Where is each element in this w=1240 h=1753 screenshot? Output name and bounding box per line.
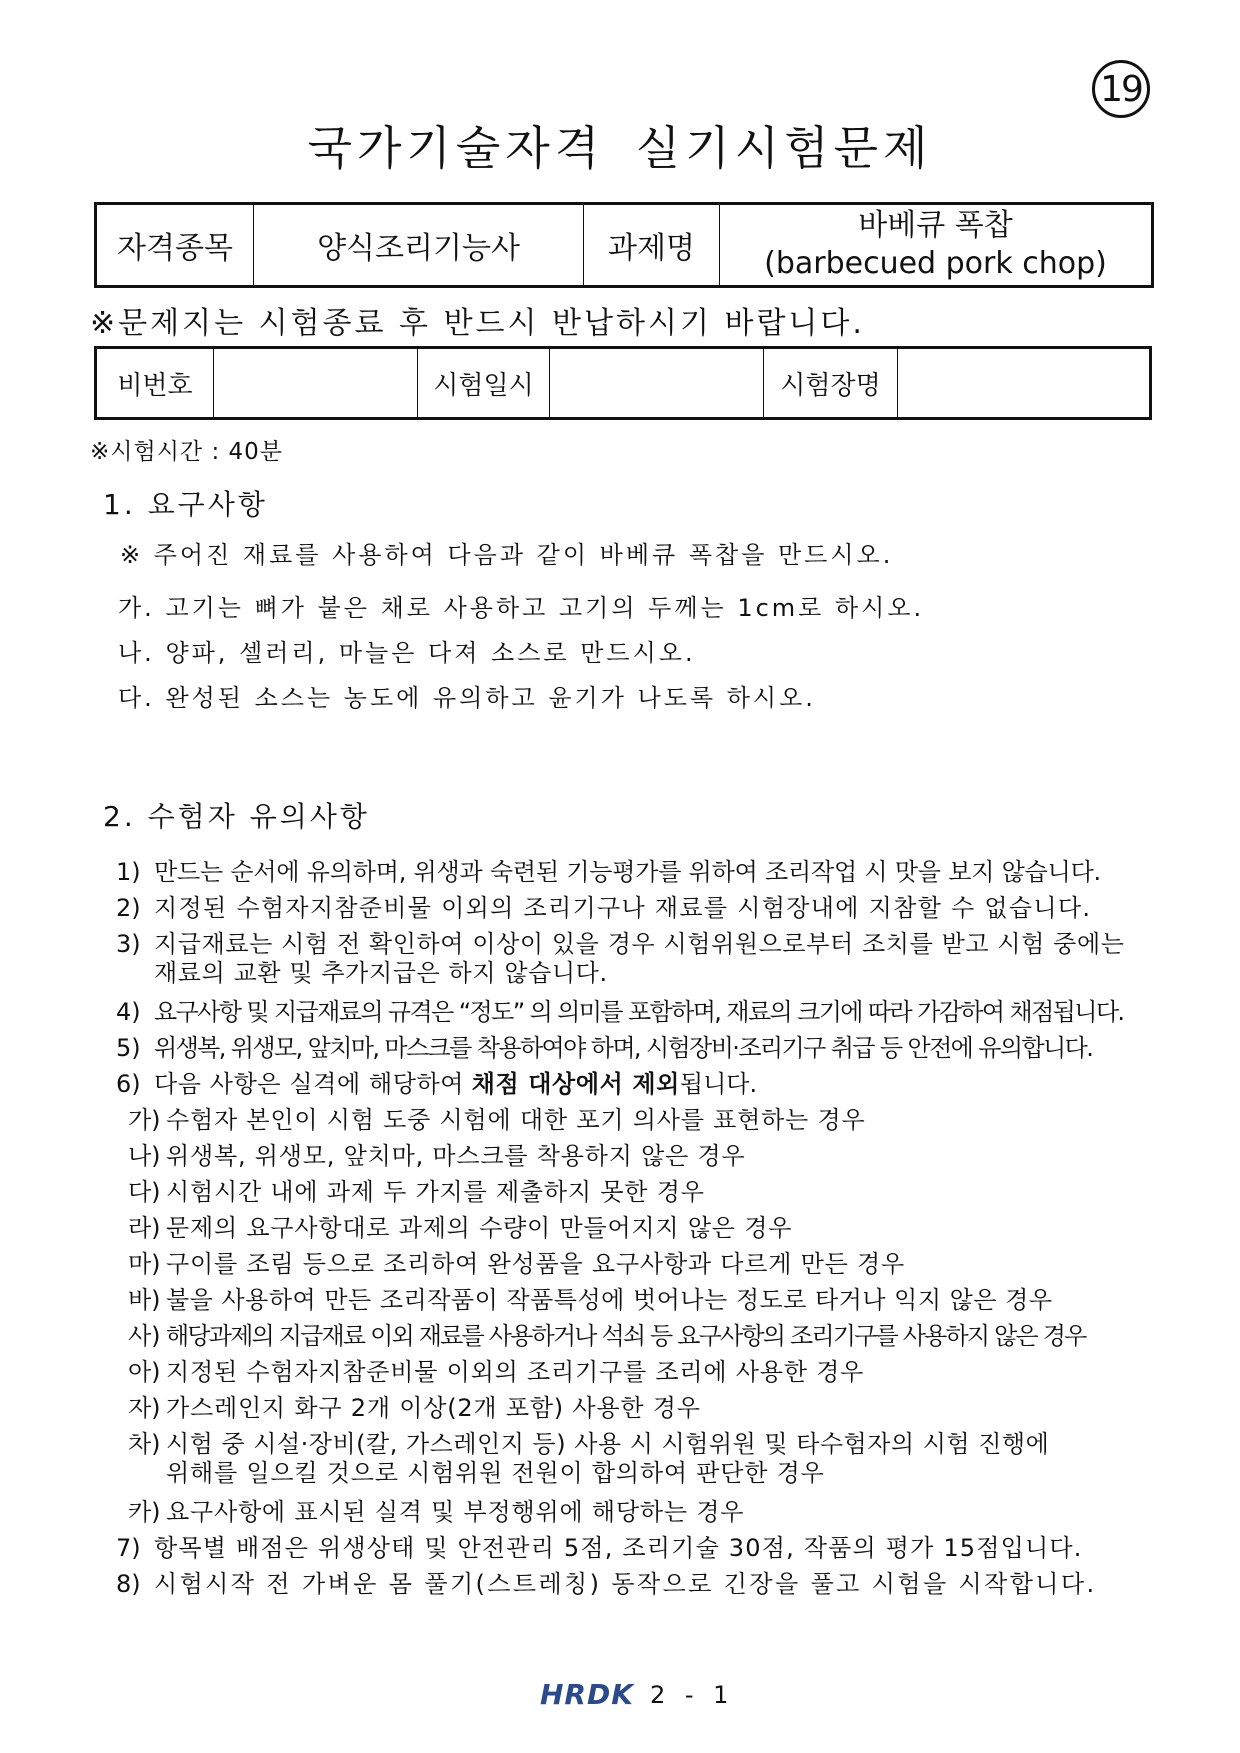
item-number: 6)	[116, 1070, 141, 1098]
item-key: 다)	[128, 1178, 161, 1206]
item-text: 지급재료는 시험 전 확인하여 이상이 있을 경우 시험위원으로부터 조치를 받고 시험 중에는	[154, 930, 1125, 958]
item-text: 지정된 수험자지참준비물 이외의 조리기구나 재료를 시험장내에 지참할 수 없습니다.	[154, 894, 1092, 922]
section1-intro: ※ 주어진 재료를 사용하여 다음과 같이 바베큐 폭찹을 만드시오.	[120, 541, 894, 569]
caution-item-6	[116, 1064, 757, 1099]
label-exam-venue: 시험장명	[764, 348, 898, 419]
caution-item-5	[116, 1028, 1092, 1063]
field-exam-venue[interactable]	[898, 348, 1151, 419]
item-text: 시험시간 내에 과제 두 가지를 제출하지 못한 경우	[166, 1178, 705, 1206]
label-task-name: 과제명	[584, 204, 720, 287]
disqualification-item	[128, 1316, 1085, 1351]
disqualification-item	[128, 1244, 905, 1279]
page-footer	[540, 1678, 734, 1711]
requirement-item: 가. 고기는 뼈가 붙은 채로 사용하고 고기의 두께는 1cm로 하시오.	[118, 594, 925, 622]
return-notice: ※문제지는 시험종료 후 반드시 반납하시기 바랍니다.	[90, 306, 865, 341]
caution-item-7	[116, 1528, 1083, 1563]
caution-item-1	[116, 852, 1101, 887]
hrdk-logo: HRDK	[540, 1678, 634, 1711]
field-exam-date[interactable]	[550, 348, 764, 419]
caution-item-3-continued: 재료의 교환 및 추가지급은 하지 않습니다.	[154, 959, 608, 987]
item-key: 카)	[128, 1498, 161, 1526]
task-name-korean: 바베큐 폭찹	[858, 208, 1013, 243]
section2-heading: 2. 수험자 유의사항	[103, 800, 370, 833]
label-seat-number: 비번호	[96, 348, 214, 419]
item-text: 불을 사용하여 만든 조리작품이 작품특성에 벗어나는 정도로 타거나 익지 않은 경우	[166, 1286, 1053, 1314]
item-text: 요구사항 및 지급재료의 규격은 “정도” 의 의미를 포함하며, 재료의 크기에 따라 가감하여 채점됩니다.	[154, 998, 1124, 1026]
item-key: 가)	[128, 1106, 161, 1134]
item-key: 아)	[128, 1358, 161, 1386]
disqualification-item	[128, 1492, 744, 1527]
item-text: 문제의 요구사항대로 과제의 수량이 만들어지지 않은 경우	[166, 1214, 793, 1242]
problem-number-badge: 19	[1092, 60, 1150, 118]
requirement-item: 나. 양파, 셀러리, 마늘은 다져 소스로 만드시오.	[118, 639, 696, 667]
item-text: 다음 사항은 실격에 해당하여	[154, 1070, 465, 1098]
item-key: 라)	[128, 1214, 161, 1242]
item-number: 4)	[116, 998, 141, 1026]
disqualification-item-continued: 위해를 일으킬 것으로 시험위원 전원이 합의하여 판단한 경우	[166, 1459, 825, 1487]
label-qualification: 자격종목	[96, 204, 254, 287]
item-number: 7)	[116, 1534, 141, 1562]
item-text: 위생복, 위생모, 앞치마, 마스크를 착용하여야 하며, 시험장비·조리기구 취급 등 안전에 유의합니다.	[154, 1034, 1093, 1062]
item-key: 사)	[128, 1322, 161, 1350]
item-number: 1)	[116, 858, 141, 886]
exam-time: ※시험시간 : 40분	[90, 439, 283, 465]
item-text: 시험시작 전 가벼운 몸 풀기(스트레칭) 동작으로 긴장을 풀고 시험을 시작합니다.	[154, 1570, 1097, 1598]
item-number: 2)	[116, 894, 141, 922]
item-key: 자)	[128, 1394, 161, 1422]
disqualification-item	[128, 1352, 864, 1387]
item-text: 됩니다.	[679, 1070, 758, 1098]
item-key: 나)	[128, 1142, 161, 1170]
page-title: 국가기술자격 실기시험문제	[307, 121, 933, 175]
task-name-english: (barbecued pork chop)	[764, 246, 1107, 281]
item-text: 만드는 순서에 유의하며, 위생과 숙련된 기능평가를 위하여 조리작업 시 맛을 보지 않습니다.	[154, 858, 1101, 886]
item-key: 차)	[128, 1430, 161, 1458]
caution-item-4	[116, 992, 1123, 1027]
exam-info-table	[94, 346, 1152, 420]
item-text-emphasis: 채점 대상에서 제외	[471, 1070, 680, 1098]
item-text: 해당과제의 지급재료 이외 재료를 사용하거나 석쇠 등 요구사항의 조리기구를 사용하지 않은 경우	[166, 1322, 1086, 1350]
item-text: 위생복, 위생모, 앞치마, 마스크를 착용하지 않은 경우	[166, 1142, 746, 1170]
section1-heading: 1. 요구사항	[103, 488, 268, 521]
item-number: 8)	[116, 1570, 141, 1598]
label-exam-date: 시험일시	[418, 348, 550, 419]
item-key: 바)	[128, 1286, 161, 1314]
value-qualification: 양식조리기능사	[254, 204, 584, 287]
disqualification-item	[128, 1100, 865, 1135]
disqualification-item	[128, 1208, 792, 1243]
item-text: 시험 중 시설·장비(칼, 가스레인지 등) 사용 시 시험위원 및 타수험자의 시험 진행에	[166, 1430, 1050, 1458]
qualification-info-table	[94, 202, 1154, 288]
value-task-name	[720, 204, 1153, 287]
item-number: 5)	[116, 1034, 141, 1062]
requirement-item: 다. 완성된 소스는 농도에 유의하고 윤기가 나도록 하시오.	[118, 684, 816, 712]
caution-item-2	[116, 888, 1091, 923]
disqualification-item	[128, 1280, 1053, 1315]
item-text: 지정된 수험자지참준비물 이외의 조리기구를 조리에 사용한 경우	[166, 1358, 865, 1386]
disqualification-item	[128, 1388, 701, 1423]
item-text: 가스레인지 화구 2개 이상(2개 포함) 사용한 경우	[166, 1394, 701, 1422]
field-seat-number[interactable]	[214, 348, 418, 419]
disqualification-item	[128, 1136, 746, 1171]
disqualification-item	[128, 1172, 705, 1207]
item-text: 요구사항에 표시된 실격 및 부정행위에 해당하는 경우	[166, 1498, 745, 1526]
item-text: 구이를 조림 등으로 조리하여 완성품을 요구사항과 다르게 만든 경우	[166, 1250, 905, 1278]
page-number: 2 - 1	[649, 1680, 735, 1709]
item-text: 수험자 본인이 시험 도중 시험에 대한 포기 의사를 표현하는 경우	[166, 1106, 866, 1134]
item-number: 3)	[116, 930, 141, 958]
item-key: 마)	[128, 1250, 161, 1278]
item-text: 항목별 배점은 위생상태 및 안전관리 5점, 조리기술 30점, 작품의 평가 15점입니다.	[154, 1534, 1083, 1562]
caution-item-8	[116, 1564, 1097, 1599]
